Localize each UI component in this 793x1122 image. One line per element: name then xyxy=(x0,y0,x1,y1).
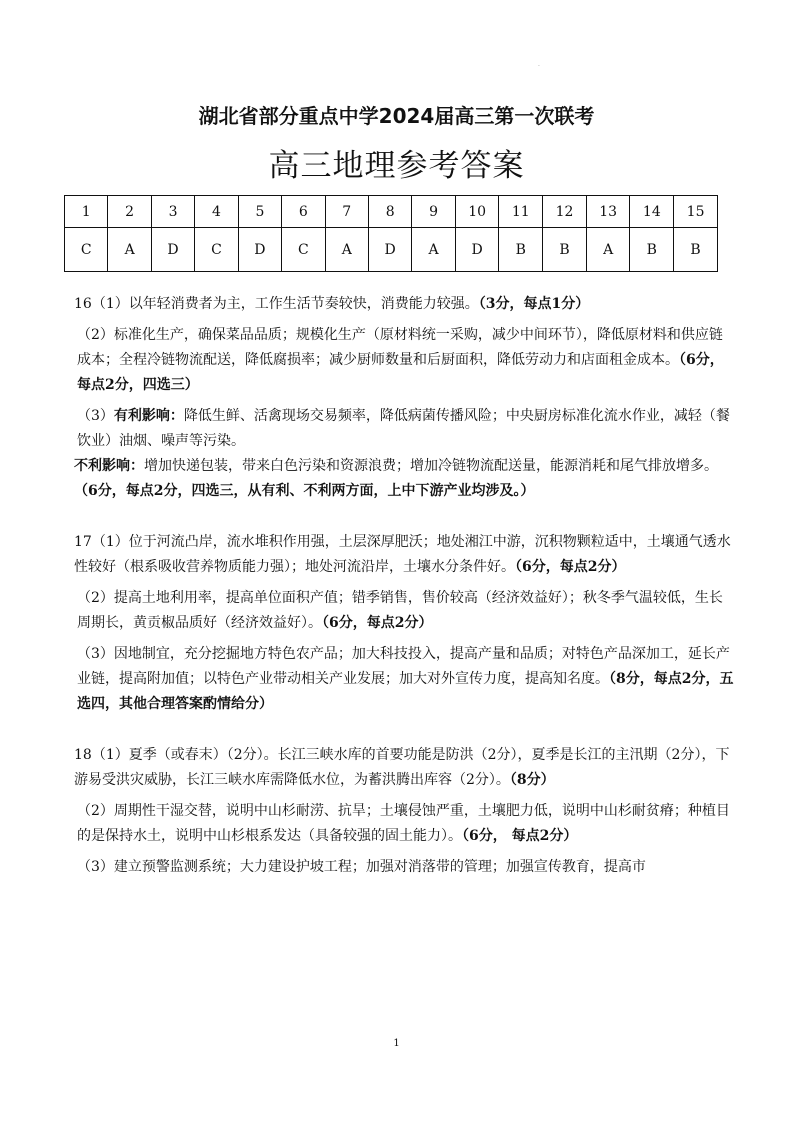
answer-cell: A xyxy=(325,228,368,272)
question-number-cell: 11 xyxy=(499,196,543,228)
answer-cell: C xyxy=(282,228,325,272)
answer-cell: A xyxy=(412,228,455,272)
score-note: （6分，每点2分，四选三） xyxy=(77,352,724,393)
question-number-cell: 12 xyxy=(543,196,587,228)
question-number-cell: 15 xyxy=(674,196,718,228)
exam-title: 湖北省部分重点中学2024届高三第一次联考 xyxy=(198,104,595,128)
answer-cell: B xyxy=(630,228,674,272)
score-note: （6分，每点2分） xyxy=(515,559,626,575)
answer-body xyxy=(74,292,734,886)
answer-cell: A xyxy=(108,228,151,272)
q16-part2: （2）标准化生产，确保菜品品质；规模化生产（原材料统一采购，减少中间环节），降低原材料和供应链成本；全程冷链物流配送，降低腐损率；减少厨师数量和后厨面积，降低劳动力和店面租金成本。（6分，每点2分，四选三） xyxy=(77,327,724,393)
question-number-row xyxy=(65,196,718,228)
page-number: 1 xyxy=(393,1038,400,1049)
question-number-cell: 5 xyxy=(238,196,281,228)
question-number-cell: 9 xyxy=(412,196,455,228)
page-title: 高三地理参考答案 xyxy=(268,148,525,184)
q18-part3: （3）建立预警监测系统；大力建设护坡工程；加强对消落带的管理；加强宣传教育，提高市 xyxy=(77,859,646,875)
question-number-cell: 7 xyxy=(325,196,368,228)
score-note: （6分， 每点2分） xyxy=(462,828,578,844)
q16-part3-positive: （3）有利影响：降低生鲜、活禽现场交易频率，降低病菌传播风险；中央厨房标准化流水作业，减轻（餐饮业）油烟、噪声等污染。 xyxy=(77,408,730,449)
question-number-cell: 10 xyxy=(455,196,499,228)
answer-table xyxy=(64,195,718,272)
answer-cell: D xyxy=(238,228,281,272)
q17-part1: 17（1）位于河流凸岸，流水堆积作用强，土层深厚肥沃；地处湘江中游，沉积物颗粒适中，土壤通气透水性较好（根系吸收营养物质能力强）；地处河流沿岸，土壤水分条件好。（6分，每点2分） xyxy=(74,534,731,575)
question-number-cell: 14 xyxy=(630,196,674,228)
question-number-cell: 3 xyxy=(151,196,194,228)
answer-cell: D xyxy=(151,228,194,272)
score-note: （8分，每点2分，五选四，其他合理答案酌情给分） xyxy=(77,671,734,712)
answer-cell: C xyxy=(65,228,108,272)
question-number-cell: 2 xyxy=(108,196,151,228)
answer-cell: D xyxy=(455,228,499,272)
q16-part1: 16（1）以年轻消费者为主，工作生活节奏较快，消费能力较强。（3分，每点1分） xyxy=(74,296,590,312)
answer-cell: C xyxy=(195,228,238,272)
q18-part2: （2）周期性干湿交替，说明中山杉耐涝、抗旱；土壤侵蚀严重，土壤肥力低，说明中山杉耐贫瘠；种植目的是保持水土，说明中山杉根系发达（具备较强的固土能力）。（6分， 每点2分） xyxy=(77,803,730,844)
q16-part3-score: （6分，每点2分，四选三，从有利、不利两方面，上中下游产业均涉及。） xyxy=(74,483,535,499)
score-note: （6分，每点2分） xyxy=(322,615,433,631)
answer-row xyxy=(65,228,718,272)
question-number-cell: 1 xyxy=(65,196,108,228)
answer-cell: D xyxy=(368,228,411,272)
q17-part3: （3）因地制宜，充分挖掘地方特色农产品；加大科技投入，提高产量和品质；对特色产品深加工，延长产业链，提高附加值；以特色产业带动相关产业发展；加大对外宣传力度，提高知名度。（8分，每点2分，五选四，其他合理答案酌情给分） xyxy=(77,646,734,712)
q18-part1: 18（1）夏季（或春末）（2分）。长江三峡水库的首要功能是防洪（2分），夏季是长江的主汛期（2分），下游易受洪灾威胁，长江三峡水库需降低水位，为蓄洪腾出库容（2分）。（8分） xyxy=(74,747,730,788)
question-number-cell: 6 xyxy=(282,196,325,228)
answer-cell: B xyxy=(543,228,587,272)
q17-part2: （2）提高土地利用率，提高单位面积产值；错季销售，售价较高（经济效益好）；秋冬季气温较低，生长周期长，黄贡椒品质好（经济效益好）。（6分，每点2分） xyxy=(77,590,723,631)
score-note: （8分） xyxy=(509,772,555,788)
answer-cell: A xyxy=(586,228,630,272)
answer-cell: B xyxy=(674,228,718,272)
q16-part3-negative: 不利影响：增加快递包装，带来白色污染和资源浪费；增加冷链物流配送量，能源消耗和尾气排放增多。 xyxy=(74,458,718,474)
question-number-cell: 4 xyxy=(195,196,238,228)
score-note: （3分，每点1分） xyxy=(478,296,590,312)
question-number-cell: 13 xyxy=(586,196,630,228)
answer-cell: B xyxy=(499,228,543,272)
question-number-cell: 8 xyxy=(368,196,411,228)
scan-mark: · xyxy=(538,63,540,70)
